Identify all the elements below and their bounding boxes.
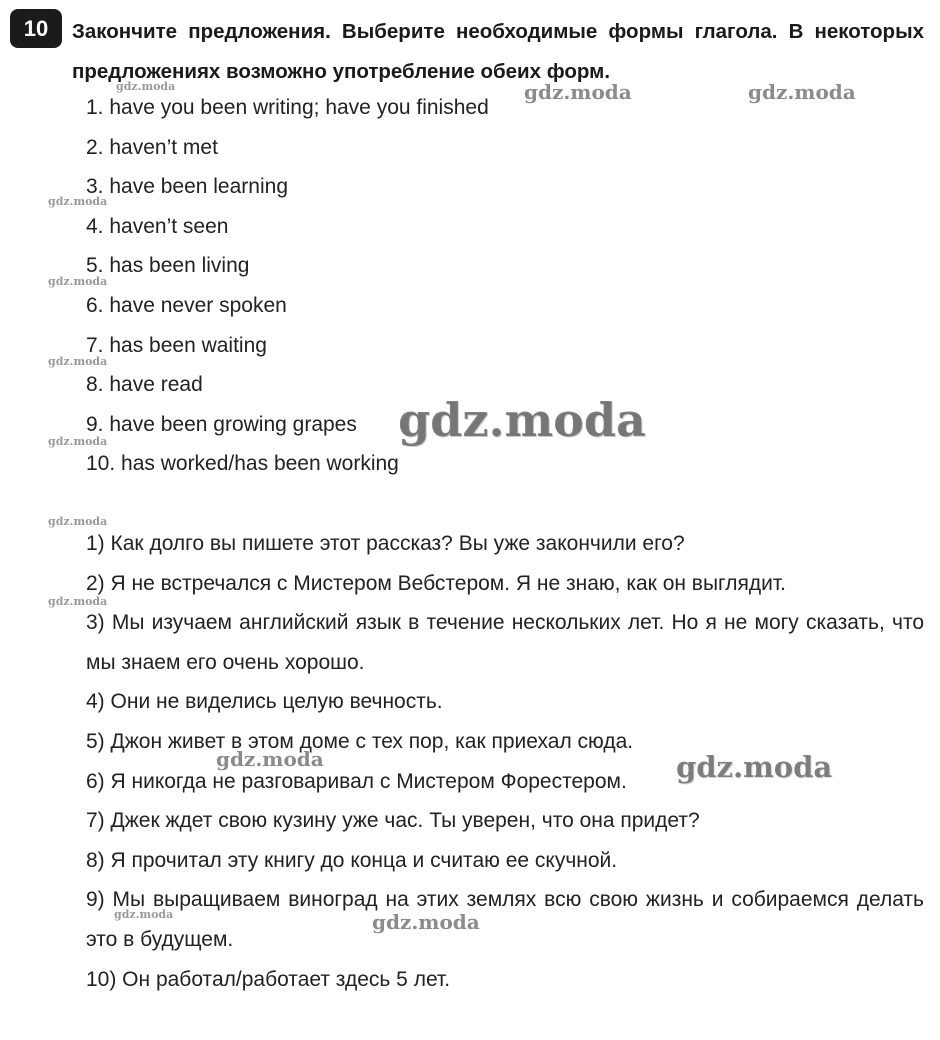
translation-item: 3) Мы изучаем английский язык в течение нескольких лет. Но я не могу сказать, что мы знаем его очень хорошо. [86, 611, 924, 674]
watermark: gdz.moda [372, 910, 480, 934]
translation-item: 5) Джон живет в этом доме с тех пор, как приехал сюда. [86, 729, 634, 753]
answer-item: 10. has worked/has been working [86, 452, 399, 476]
watermark: gdz.moda [116, 80, 176, 93]
watermark: gdz.moda [524, 80, 632, 104]
watermark: gdz.moda [48, 595, 108, 608]
translation-item: 8) Я прочитал эту книгу до конца и считаю ее скучной. [86, 848, 618, 872]
watermark: gdz.moda [398, 393, 646, 447]
answer-item: 5. has been living [86, 254, 250, 278]
translation-item: 1) Как долго вы пишете этот рассказ? Вы уже закончили его? [86, 532, 685, 555]
answer-item: 2. haven’t met [86, 135, 218, 159]
answer-item: 9. have been growing grapes [86, 412, 357, 436]
task-number-badge: 10 [10, 9, 62, 48]
task-title: Закончите предложения. Выберите необходимые формы глагола. В некоторых предложениях возможно употребление обеих форм. [72, 20, 924, 83]
answer-item: 8. have read [86, 373, 203, 397]
translation-item: 7) Джек ждет свою кузину уже час. Ты уверен, что она придет? [86, 809, 700, 833]
watermark: gdz.moda [48, 355, 108, 368]
translation-item: 2) Я не встречался с Мистером Вебстером. Я не знаю, как он выглядит. [86, 571, 786, 595]
answer-item: 3. have been learning [86, 175, 288, 199]
translation-item: 6) Я никогда не разговаривал с Мистером Форестером. [86, 769, 627, 793]
answer-item: 4. haven’t seen [86, 214, 229, 238]
watermark: gdz.moda [48, 275, 108, 288]
translations-list [86, 524, 924, 999]
answer-item: 7. has been waiting [86, 333, 267, 357]
translation-item: 10) Он работал/работает здесь 5 лет. [86, 967, 451, 991]
watermark: gdz.moda [216, 747, 324, 771]
watermark: gdz.moda [676, 750, 833, 784]
answer-item: 6. have never spoken [86, 293, 287, 317]
watermark: gdz.moda [748, 80, 856, 104]
answer-item: 1. have you been writing; have you finished [86, 96, 489, 119]
watermark: gdz.moda [48, 435, 108, 448]
translation-item: 4) Они не виделись целую вечность. [86, 690, 443, 714]
watermark: gdz.moda [48, 515, 108, 528]
translation-item: 9) Мы выращиваем виноград на этих землях всю свою жизнь и собираемся делать это в будущем. [86, 888, 924, 951]
watermark: gdz.moda [114, 908, 174, 921]
watermark: gdz.moda [48, 195, 108, 208]
answers-list [86, 88, 489, 484]
